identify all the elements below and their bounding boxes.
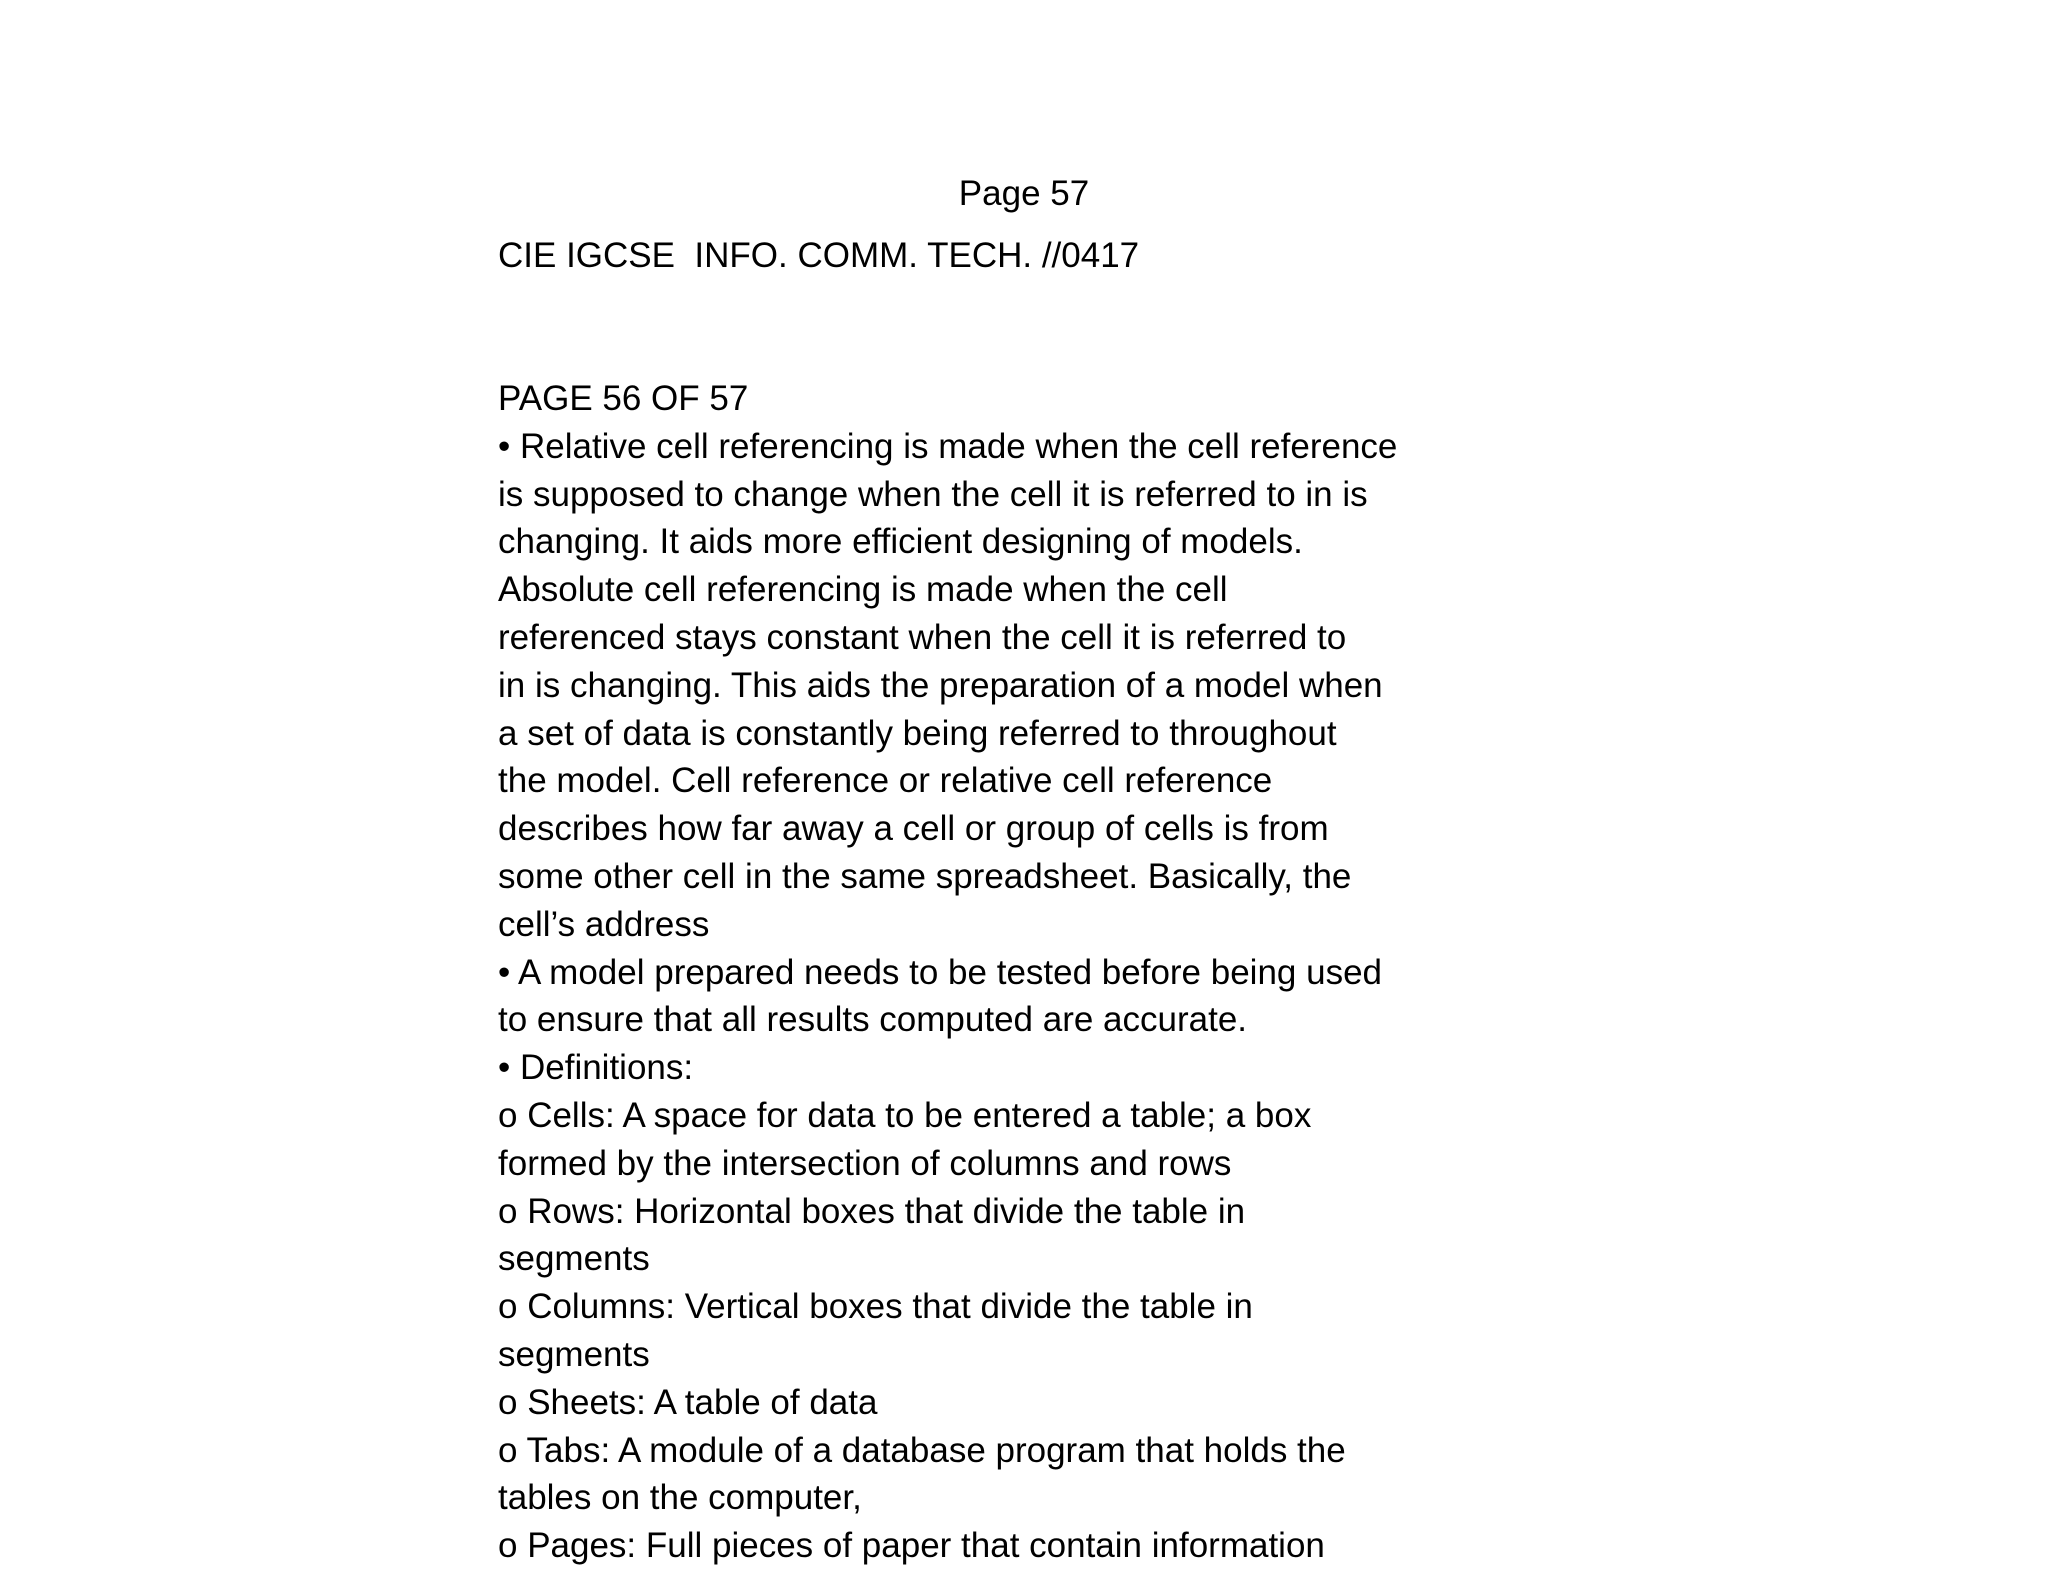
text-line: o Pages: Full pieces of paper that contain information <box>498 1526 1325 1566</box>
text-line: in is changing. This aids the preparation of a model when <box>498 665 1383 705</box>
page-number: Page 57 <box>958 174 1090 213</box>
text-line: o Rows: Horizontal boxes that divide the table in <box>498 1191 1246 1231</box>
course-header: CIE IGCSE INFO. COMM. TECH. //0417 <box>498 236 1140 275</box>
text-line: segments <box>498 1334 650 1374</box>
text-line: describes how far away a cell or group of cells is from <box>498 809 1329 849</box>
text-line: some other cell in the same spreadsheet. Basically, the <box>498 856 1352 896</box>
text-line: changing. It aids more efficient designing of models. <box>498 522 1303 562</box>
text-line: formed by the intersection of columns and rows <box>498 1143 1232 1183</box>
text-line: referenced stays constant when the cell it is referred to <box>498 617 1347 657</box>
text-line: cell’s address <box>498 904 710 944</box>
text-line: the model. Cell reference or relative cell reference <box>498 761 1273 801</box>
text-line: PAGE 56 OF 57 <box>498 379 749 418</box>
text-line: o Cells: A space for data to be entered a table; a box <box>498 1095 1312 1135</box>
text-line: o Columns: Vertical boxes that divide the table in <box>498 1287 1253 1327</box>
text-line: o Tabs: A module of a database program that holds the <box>498 1430 1346 1470</box>
text-line: to ensure that all results computed are accurate. <box>498 1000 1248 1040</box>
text-line: • Definitions: <box>498 1048 694 1088</box>
text-line: is supposed to change when the cell it is referred to in is <box>498 474 1368 514</box>
text-line: tables on the computer, <box>498 1478 862 1518</box>
text-line: • Relative cell referencing is made when the cell reference <box>498 426 1398 466</box>
text-line: o Sheets: A table of data <box>498 1382 878 1422</box>
text-line: a set of data is constantly being referred to throughout <box>498 713 1337 753</box>
text-line: segments <box>498 1239 650 1279</box>
text-line: • A model prepared needs to be tested before being used <box>498 952 1383 992</box>
text-line: Absolute cell referencing is made when the cell <box>498 570 1228 610</box>
body-text <box>498 375 1498 1570</box>
